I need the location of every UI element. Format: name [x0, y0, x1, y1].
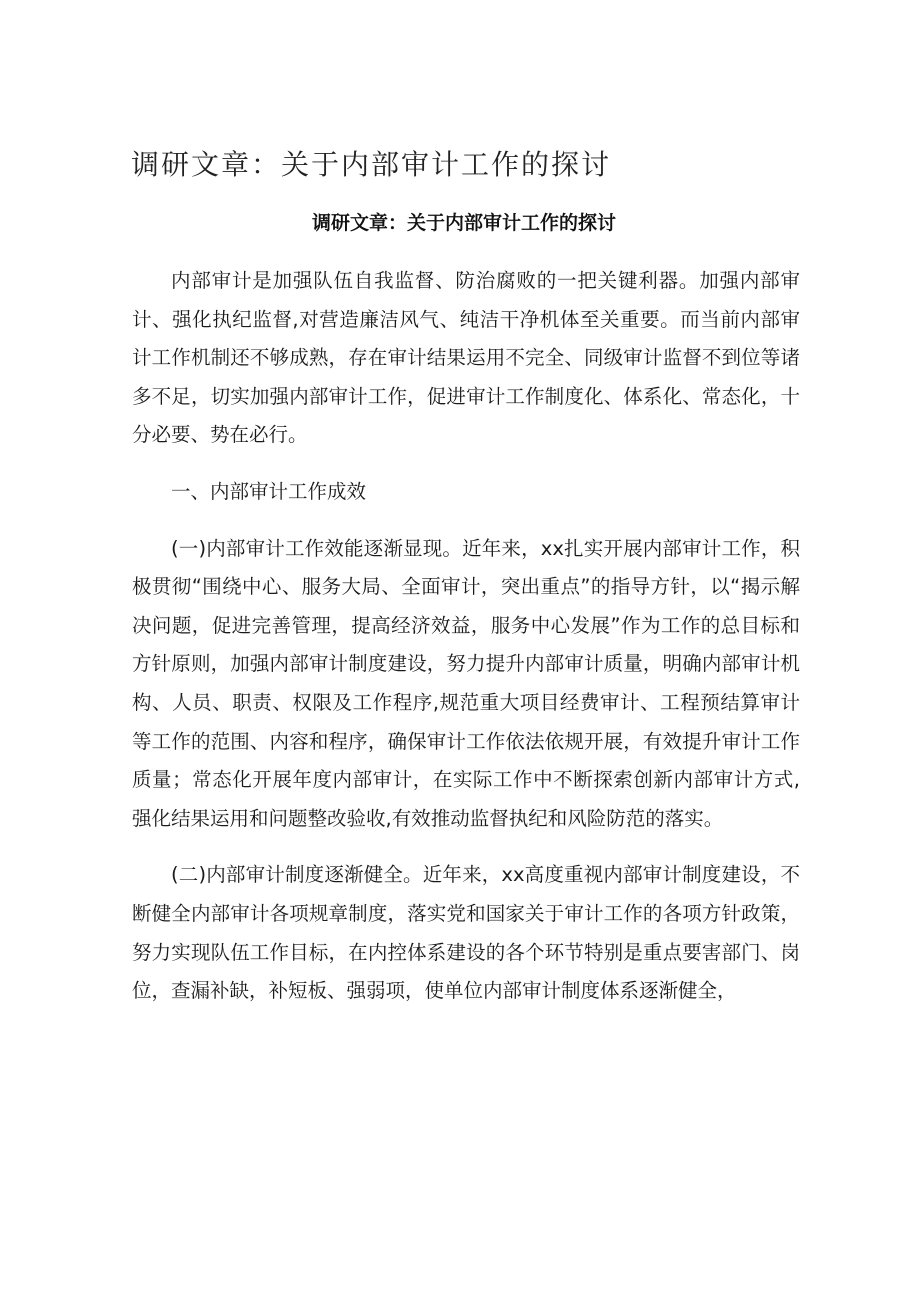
paragraph-item-one: (一)内部审计工作效能逐渐显现。近年来，xx扎实开展内部审计工作，积极贯彻“围绕中心、服务大局、全面审计，突出重点”的指导方针，以“揭示解决问题，促进完善管理，提高经济效益，服务中心发展”作为工作的总目标和方针原则，加强内部审计制度建设，努力提升内部审计质量，明确内部审计机构、人员、职责、权限及工作程序,规范重大项目经费审计、工程预结算审计等工作的范围、内容和程序，确保审计工作依法依规开展，有效提升审计工作质量；常态化开展年度内部审计，在实际工作中不断探索创新内部审计方式,强化结果运用和问题整改验收,有效推动监督执纪和风险防范的落实。: [132, 536, 800, 830]
document-body: [132, 262, 800, 1011]
intro-paragraph: 内部审计是加强队伍自我监督、防治腐败的一把关键利器。加强内部审计、强化执纪监督,对营造廉洁风气、纯洁干净机体至关重要。而当前内部审计工作机制还不够成熟，存在审计结果运用不完全、同级审计监督不到位等诸多不足，切实加强内部审计工作，促进审计工作制度化、体系化、常态化，十分必要、势在必行。: [132, 269, 800, 447]
document-title: 调研文章：关于内部审计工作的探讨: [131, 148, 612, 181]
document-subtitle: 调研文章：关于内部审计工作的探讨: [311, 212, 616, 234]
paragraph-item-two: (二)内部审计制度逐渐健全。近年来，xx高度重视内部审计制度建设，不断健全内部审计各项规章制度，落实党和国家关于审计工作的各项方针政策，努力实现队伍工作目标，在内控体系建设的各个环节特别是重点要害部门、岗位，查漏补缺，补短板、强弱项，使单位内部审计制度体系逐渐健全，: [132, 863, 800, 1003]
section-heading-one: 一、内部审计工作成效: [171, 479, 367, 503]
